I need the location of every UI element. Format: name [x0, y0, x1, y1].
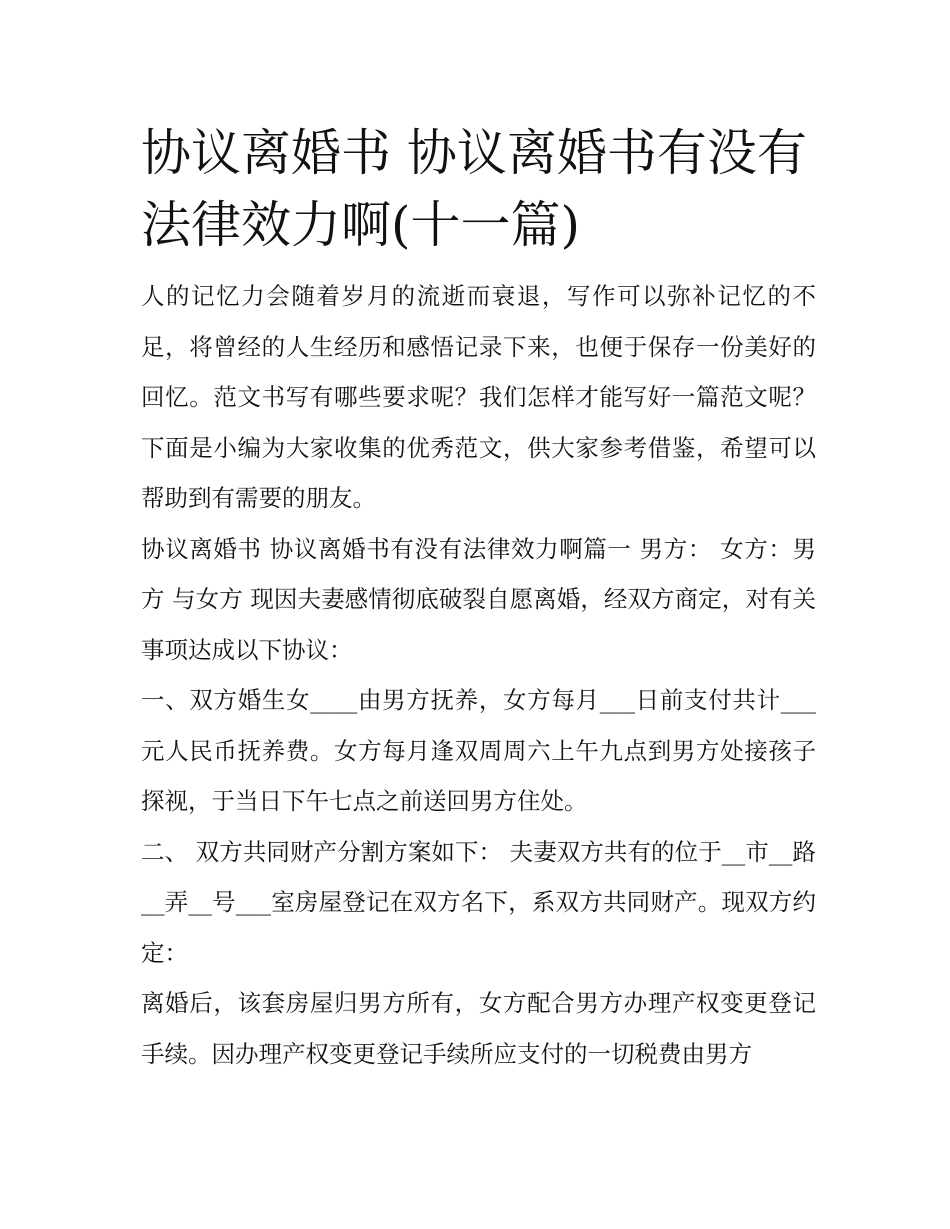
agreement-parties-paragraph: 协议离婚书 协议离婚书有没有法律效力啊篇一 男方： 女方：男方 与女方 现因夫妻感情彻底破裂自愿离婚，经双方商定，对有关事项达成以下协议：	[141, 534, 816, 664]
document-content	[141, 117, 816, 1079]
property-division-clause: 二、 双方共同财产分割方案如下： 夫妻双方共有的位于__市__路__弄__号___室房屋登记在双方名下，系双方共同财产。现双方约定：	[141, 837, 816, 967]
child-custody-clause: 一、双方婚生女____由男方抚养，女方每月___日前支付共计___元人民币抚养费。女方每月逢双周周六上午九点到男方处接孩子探视，于当日下午七点之前送回男方住处。	[141, 686, 816, 815]
house-ownership-clause: 离婚后，该套房屋归男方所有，女方配合男方办理产权变更登记手续。因办理产权变更登记手续所应支付的一切税费由男方	[141, 989, 816, 1068]
intro-paragraph: 人的记忆力会随着岁月的流逝而衰退，写作可以弥补记忆的不足，将曾经的人生经历和感悟记录下来，也便于保存一份美好的回忆。范文书写有哪些要求呢？我们怎样才能写好一篇范文呢？下面是小编为大家收集的优秀范文，供大家参考借鉴，希望可以帮助到有需要的朋友。	[141, 282, 816, 512]
document-title: 协议离婚书 协议离婚书有没有法律效力啊(十一篇)	[141, 124, 807, 254]
